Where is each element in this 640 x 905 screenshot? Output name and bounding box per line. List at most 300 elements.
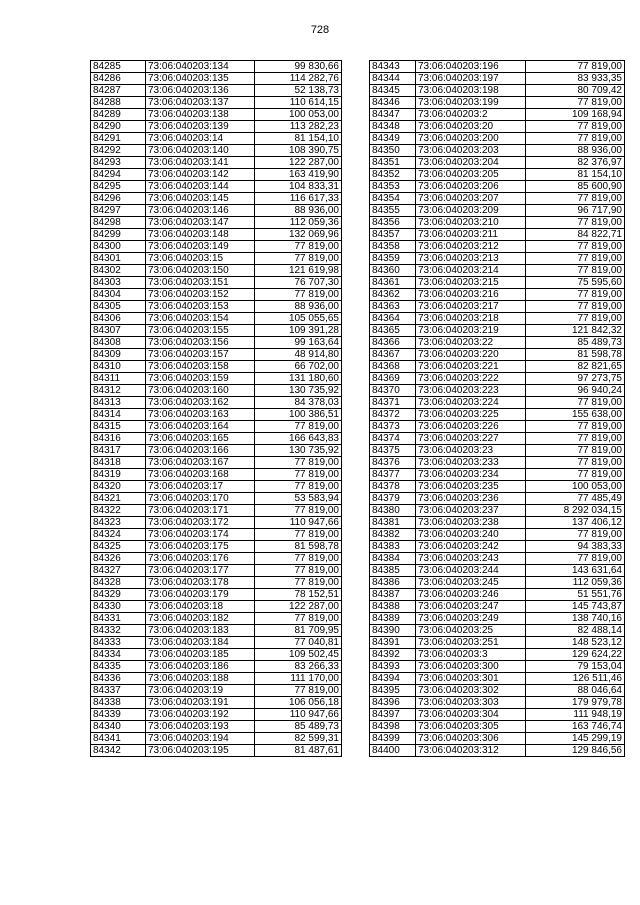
cadastral-number-cell: 73:06:040203:244 (416, 565, 526, 577)
value-cell: 88 936,00 (255, 205, 342, 217)
cadastral-number-cell: 73:06:040203:224 (416, 397, 526, 409)
cadastral-number-cell: 73:06:040203:206 (416, 181, 526, 193)
table-row (91, 553, 342, 565)
row-number-cell: 84363 (370, 301, 416, 313)
cadastral-number-cell: 73:06:040203:235 (416, 481, 526, 493)
value-cell: 112 059,36 (255, 217, 342, 229)
cadastral-number-cell: 73:06:040203:213 (416, 253, 526, 265)
cadastral-number-cell: 73:06:040203:301 (416, 673, 526, 685)
row-number-cell: 84376 (370, 457, 416, 469)
table-row (91, 733, 342, 745)
value-cell: 77 819,00 (526, 397, 625, 409)
value-cell: 77 819,00 (526, 217, 625, 229)
table-row (91, 721, 342, 733)
row-number-cell: 84333 (91, 637, 146, 649)
value-cell: 109 391,28 (255, 325, 342, 337)
value-cell: 80 709,42 (526, 85, 625, 97)
cadastral-number-cell: 73:06:040203:223 (416, 385, 526, 397)
cadastral-number-cell: 73:06:040203:303 (416, 697, 526, 709)
cadastral-number-cell: 73:06:040203:157 (146, 349, 255, 361)
value-cell: 110 614,15 (255, 97, 342, 109)
table-row (370, 421, 625, 433)
table-row (91, 445, 342, 457)
value-cell: 82 599,31 (255, 733, 342, 745)
value-cell: 77 819,00 (526, 457, 625, 469)
value-cell: 77 819,00 (255, 565, 342, 577)
cadastral-number-cell: 73:06:040203:210 (416, 217, 526, 229)
cadastral-number-cell: 73:06:040203:204 (416, 157, 526, 169)
row-number-cell: 84287 (91, 85, 146, 97)
value-cell: 81 598,78 (526, 349, 625, 361)
row-number-cell: 84393 (370, 661, 416, 673)
row-number-cell: 84309 (91, 349, 146, 361)
cadastral-number-cell: 73:06:040203:234 (416, 469, 526, 481)
table-row (91, 181, 342, 193)
table-row (370, 493, 625, 505)
table-row (91, 601, 342, 613)
value-cell: 77 819,00 (526, 61, 625, 73)
table-row (91, 217, 342, 229)
row-number-cell: 84322 (91, 505, 146, 517)
value-cell: 81 598,78 (255, 541, 342, 553)
row-number-cell: 84323 (91, 517, 146, 529)
cadastral-number-cell: 73:06:040203:195 (146, 745, 255, 757)
cadastral-number-cell: 73:06:040203:236 (416, 493, 526, 505)
value-cell: 88 936,00 (526, 145, 625, 157)
cadastral-number-cell: 73:06:040203:240 (416, 529, 526, 541)
table-row (91, 613, 342, 625)
cadastral-number-cell: 73:06:040203:166 (146, 445, 255, 457)
row-number-cell: 84299 (91, 229, 146, 241)
row-number-cell: 84370 (370, 385, 416, 397)
row-number-cell: 84366 (370, 337, 416, 349)
row-number-cell: 84359 (370, 253, 416, 265)
cadastral-number-cell: 73:06:040203:197 (416, 73, 526, 85)
row-number-cell: 84337 (91, 685, 146, 697)
value-cell: 77 819,00 (255, 613, 342, 625)
cadastral-number-cell: 73:06:040203:305 (416, 721, 526, 733)
value-cell: 77 819,00 (255, 505, 342, 517)
value-cell: 8 292 034,15 (526, 505, 625, 517)
value-cell: 77 819,00 (526, 241, 625, 253)
value-cell: 84 378,03 (255, 397, 342, 409)
cadastral-number-cell: 73:06:040203:221 (416, 361, 526, 373)
table-row (91, 409, 342, 421)
row-number-cell: 84351 (370, 157, 416, 169)
cadastral-number-cell: 73:06:040203:196 (416, 61, 526, 73)
row-number-cell: 84339 (91, 709, 146, 721)
row-number-cell: 84378 (370, 481, 416, 493)
cadastral-number-cell: 73:06:040203:216 (416, 289, 526, 301)
row-number-cell: 84316 (91, 433, 146, 445)
table-row (91, 325, 342, 337)
table-row (91, 109, 342, 121)
row-number-cell: 84350 (370, 145, 416, 157)
table-row (370, 145, 625, 157)
value-cell: 143 631,64 (526, 565, 625, 577)
row-number-cell: 84356 (370, 217, 416, 229)
table-row (370, 133, 625, 145)
row-number-cell: 84301 (91, 253, 146, 265)
cadastral-number-cell: 73:06:040203:300 (416, 661, 526, 673)
cadastral-number-cell: 73:06:040203:172 (146, 517, 255, 529)
value-cell: 116 617,33 (255, 193, 342, 205)
cadastral-number-cell: 73:06:040203:183 (146, 625, 255, 637)
value-cell: 77 819,00 (255, 529, 342, 541)
table-row (370, 709, 625, 721)
value-cell: 77 819,00 (526, 553, 625, 565)
cadastral-number-cell: 73:06:040203:15 (146, 253, 255, 265)
cadastral-number-cell: 73:06:040203:225 (416, 409, 526, 421)
value-cell: 77 819,00 (526, 529, 625, 541)
value-cell: 130 735,92 (255, 445, 342, 457)
row-number-cell: 84297 (91, 205, 146, 217)
row-number-cell: 84320 (91, 481, 146, 493)
row-number-cell: 84317 (91, 445, 146, 457)
row-number-cell: 84354 (370, 193, 416, 205)
cadastral-number-cell: 73:06:040203:23 (416, 445, 526, 457)
cadastral-number-cell: 73:06:040203:3 (416, 649, 526, 661)
table-row (91, 313, 342, 325)
value-cell: 88 046,64 (526, 685, 625, 697)
table-row (370, 397, 625, 409)
cadastral-number-cell: 73:06:040203:191 (146, 697, 255, 709)
row-number-cell: 84340 (91, 721, 146, 733)
cadastral-number-cell: 73:06:040203:159 (146, 373, 255, 385)
value-cell: 85 489,73 (255, 721, 342, 733)
table-row (370, 697, 625, 709)
cadastral-number-cell: 73:06:040203:20 (416, 121, 526, 133)
row-number-cell: 84394 (370, 673, 416, 685)
table-row (91, 277, 342, 289)
value-cell: 99 163,64 (255, 337, 342, 349)
row-number-cell: 84304 (91, 289, 146, 301)
row-number-cell: 84399 (370, 733, 416, 745)
row-number-cell: 84300 (91, 241, 146, 253)
table-row (91, 685, 342, 697)
table-row (91, 121, 342, 133)
cadastral-number-cell: 73:06:040203:171 (146, 505, 255, 517)
row-number-cell: 84327 (91, 565, 146, 577)
row-number-cell: 84345 (370, 85, 416, 97)
cadastral-number-cell: 73:06:040203:18 (146, 601, 255, 613)
table-row (370, 481, 625, 493)
table-row (370, 325, 625, 337)
row-number-cell: 84293 (91, 157, 146, 169)
table-row (91, 529, 342, 541)
table-row (91, 541, 342, 553)
row-number-cell: 84392 (370, 649, 416, 661)
table-row (91, 145, 342, 157)
value-cell: 85 600,90 (526, 181, 625, 193)
table-row (370, 577, 625, 589)
cadastral-number-cell: 73:06:040203:245 (416, 577, 526, 589)
cadastral-number-cell: 73:06:040203:215 (416, 277, 526, 289)
value-cell: 106 056,18 (255, 697, 342, 709)
cadastral-number-cell: 73:06:040203:137 (146, 97, 255, 109)
row-number-cell: 84290 (91, 121, 146, 133)
value-cell: 121 842,32 (526, 325, 625, 337)
table-row (91, 373, 342, 385)
value-cell: 129 846,56 (526, 745, 625, 757)
cadastral-number-cell: 73:06:040203:168 (146, 469, 255, 481)
table-row (91, 205, 342, 217)
cadastral-number-cell: 73:06:040203:246 (416, 589, 526, 601)
table-row (370, 601, 625, 613)
row-number-cell: 84357 (370, 229, 416, 241)
cadastral-number-cell: 73:06:040203:146 (146, 205, 255, 217)
row-number-cell: 84292 (91, 145, 146, 157)
table-row (91, 589, 342, 601)
value-cell: 77 819,00 (526, 421, 625, 433)
row-number-cell: 84332 (91, 625, 146, 637)
value-cell: 48 914,80 (255, 349, 342, 361)
value-cell: 82 376,97 (526, 157, 625, 169)
row-number-cell: 84381 (370, 517, 416, 529)
value-cell: 111 948,19 (526, 709, 625, 721)
value-cell: 109 502,45 (255, 649, 342, 661)
value-cell: 137 406,12 (526, 517, 625, 529)
cadastral-number-cell: 73:06:040203:207 (416, 193, 526, 205)
row-number-cell: 84384 (370, 553, 416, 565)
cadastral-number-cell: 73:06:040203:251 (416, 637, 526, 649)
table-row (370, 589, 625, 601)
row-number-cell: 84362 (370, 289, 416, 301)
table-row (91, 337, 342, 349)
row-number-cell: 84388 (370, 601, 416, 613)
row-number-cell: 84291 (91, 133, 146, 145)
cadastral-number-cell: 73:06:040203:220 (416, 349, 526, 361)
table-row (370, 349, 625, 361)
cadastral-number-cell: 73:06:040203:302 (416, 685, 526, 697)
value-cell: 112 059,36 (526, 577, 625, 589)
table-row (91, 85, 342, 97)
table-row (370, 445, 625, 457)
value-cell: 109 168,94 (526, 109, 625, 121)
row-number-cell: 84391 (370, 637, 416, 649)
row-number-cell: 84298 (91, 217, 146, 229)
value-cell: 77 819,00 (526, 193, 625, 205)
value-cell: 77 819,00 (526, 445, 625, 457)
value-cell: 82 821,65 (526, 361, 625, 373)
value-cell: 121 619,98 (255, 265, 342, 277)
table-row (91, 517, 342, 529)
cadastral-number-cell: 73:06:040203:22 (416, 337, 526, 349)
table-row (91, 265, 342, 277)
row-number-cell: 84302 (91, 265, 146, 277)
table-row (370, 229, 625, 241)
cadastral-number-cell: 73:06:040203:148 (146, 229, 255, 241)
value-cell: 122 287,00 (255, 601, 342, 613)
table-row (370, 253, 625, 265)
value-cell: 145 299,19 (526, 733, 625, 745)
cadastral-number-cell: 73:06:040203:175 (146, 541, 255, 553)
value-cell: 88 936,00 (255, 301, 342, 313)
cadastral-number-cell: 73:06:040203:145 (146, 193, 255, 205)
table-row (91, 493, 342, 505)
value-cell: 81 487,61 (255, 745, 342, 757)
cadastral-number-cell: 73:06:040203:170 (146, 493, 255, 505)
row-number-cell: 84386 (370, 577, 416, 589)
row-number-cell: 84314 (91, 409, 146, 421)
table-row (91, 649, 342, 661)
table-row (91, 433, 342, 445)
table-row (91, 97, 342, 109)
row-number-cell: 84387 (370, 589, 416, 601)
value-cell: 77 819,00 (526, 313, 625, 325)
value-cell: 75 595,60 (526, 277, 625, 289)
row-number-cell: 84331 (91, 613, 146, 625)
table-row (370, 457, 625, 469)
cadastral-number-cell: 73:06:040203:142 (146, 169, 255, 181)
value-cell: 113 282,23 (255, 121, 342, 133)
cadastral-number-cell: 73:06:040203:211 (416, 229, 526, 241)
table-row (370, 313, 625, 325)
value-cell: 51 551,76 (526, 589, 625, 601)
table-row (91, 229, 342, 241)
table-row (370, 517, 625, 529)
cadastral-number-cell: 73:06:040203:247 (416, 601, 526, 613)
cadastral-number-cell: 73:06:040203:237 (416, 505, 526, 517)
row-number-cell: 84324 (91, 529, 146, 541)
cadastral-number-cell: 73:06:040203:222 (416, 373, 526, 385)
cadastral-number-cell: 73:06:040203:209 (416, 205, 526, 217)
row-number-cell: 84305 (91, 301, 146, 313)
row-number-cell: 84336 (91, 673, 146, 685)
row-number-cell: 84383 (370, 541, 416, 553)
value-cell: 105 055,65 (255, 313, 342, 325)
value-cell: 85 489,73 (526, 337, 625, 349)
cadastral-number-cell: 73:06:040203:194 (146, 733, 255, 745)
table-row (370, 745, 625, 757)
row-number-cell: 84321 (91, 493, 146, 505)
value-cell: 77 819,00 (526, 265, 625, 277)
cadastral-number-cell: 73:06:040203:151 (146, 277, 255, 289)
table-row (91, 193, 342, 205)
row-number-cell: 84365 (370, 325, 416, 337)
table-row (370, 193, 625, 205)
cadastral-number-cell: 73:06:040203:2 (416, 109, 526, 121)
cadastral-number-cell: 73:06:040203:304 (416, 709, 526, 721)
table-row (370, 673, 625, 685)
cadastral-number-cell: 73:06:040203:156 (146, 337, 255, 349)
table-row (370, 205, 625, 217)
cadastral-number-cell: 73:06:040203:177 (146, 565, 255, 577)
value-cell: 77 819,00 (255, 421, 342, 433)
value-cell: 104 833,31 (255, 181, 342, 193)
row-number-cell: 84396 (370, 697, 416, 709)
value-cell: 77 819,00 (255, 241, 342, 253)
value-cell: 100 053,00 (526, 481, 625, 493)
row-number-cell: 84398 (370, 721, 416, 733)
row-number-cell: 84397 (370, 709, 416, 721)
row-number-cell: 84315 (91, 421, 146, 433)
value-cell: 163 746,74 (526, 721, 625, 733)
row-number-cell: 84371 (370, 397, 416, 409)
cadastral-number-cell: 73:06:040203:227 (416, 433, 526, 445)
cadastral-number-cell: 73:06:040203:198 (416, 85, 526, 97)
table-row (370, 265, 625, 277)
table-row (370, 157, 625, 169)
value-cell: 145 743,87 (526, 601, 625, 613)
value-cell: 110 947,66 (255, 709, 342, 721)
value-cell: 76 707,30 (255, 277, 342, 289)
cadastral-number-cell: 73:06:040203:154 (146, 313, 255, 325)
row-number-cell: 84346 (370, 97, 416, 109)
table-row (370, 301, 625, 313)
cadastral-number-cell: 73:06:040203:165 (146, 433, 255, 445)
value-cell: 77 819,00 (255, 481, 342, 493)
row-number-cell: 84344 (370, 73, 416, 85)
value-cell: 66 702,00 (255, 361, 342, 373)
row-number-cell: 84342 (91, 745, 146, 757)
cadastral-number-cell: 73:06:040203:217 (416, 301, 526, 313)
cadastral-number-cell: 73:06:040203:153 (146, 301, 255, 313)
cadastral-number-cell: 73:06:040203:205 (416, 169, 526, 181)
value-cell: 100 053,00 (255, 109, 342, 121)
table-row (91, 157, 342, 169)
value-cell: 77 819,00 (255, 253, 342, 265)
cadastral-number-cell: 73:06:040203:212 (416, 241, 526, 253)
cadastral-number-cell: 73:06:040203:233 (416, 457, 526, 469)
value-cell: 77 819,00 (255, 289, 342, 301)
row-number-cell: 84318 (91, 457, 146, 469)
cadastral-number-cell: 73:06:040203:192 (146, 709, 255, 721)
row-number-cell: 84364 (370, 313, 416, 325)
value-cell: 77 819,00 (255, 685, 342, 697)
row-number-cell: 84310 (91, 361, 146, 373)
table-row (370, 649, 625, 661)
cadastral-number-cell: 73:06:040203:188 (146, 673, 255, 685)
cadastral-number-cell: 73:06:040203:185 (146, 649, 255, 661)
value-cell: 83 266,33 (255, 661, 342, 673)
cadastral-number-cell: 73:06:040203:162 (146, 397, 255, 409)
row-number-cell: 84295 (91, 181, 146, 193)
row-number-cell: 84358 (370, 241, 416, 253)
table-row (91, 745, 342, 757)
row-number-cell: 84347 (370, 109, 416, 121)
row-number-cell: 84369 (370, 373, 416, 385)
cadastral-number-cell: 73:06:040203:243 (416, 553, 526, 565)
row-number-cell: 84360 (370, 265, 416, 277)
row-number-cell: 84375 (370, 445, 416, 457)
row-number-cell: 84372 (370, 409, 416, 421)
table-row (91, 697, 342, 709)
value-cell: 77 819,00 (255, 469, 342, 481)
cadastral-number-cell: 73:06:040203:242 (416, 541, 526, 553)
cadastral-number-cell: 73:06:040203:149 (146, 241, 255, 253)
row-number-cell: 84389 (370, 613, 416, 625)
cadastral-number-cell: 73:06:040203:19 (146, 685, 255, 697)
row-number-cell: 84374 (370, 433, 416, 445)
cadastral-number-cell: 73:06:040203:193 (146, 721, 255, 733)
table-row (91, 301, 342, 313)
value-cell: 114 282,76 (255, 73, 342, 85)
cadastral-number-cell: 73:06:040203:203 (416, 145, 526, 157)
table-row (370, 241, 625, 253)
value-cell: 96 717,90 (526, 205, 625, 217)
row-number-cell: 84385 (370, 565, 416, 577)
cadastral-number-cell: 73:06:040203:200 (416, 133, 526, 145)
row-number-cell: 84328 (91, 577, 146, 589)
table-row (370, 733, 625, 745)
cadastral-number-cell: 73:06:040203:226 (416, 421, 526, 433)
table-row (91, 349, 342, 361)
row-number-cell: 84286 (91, 73, 146, 85)
row-number-cell: 84329 (91, 589, 146, 601)
table-row (91, 169, 342, 181)
cadastral-number-cell: 73:06:040203:14 (146, 133, 255, 145)
